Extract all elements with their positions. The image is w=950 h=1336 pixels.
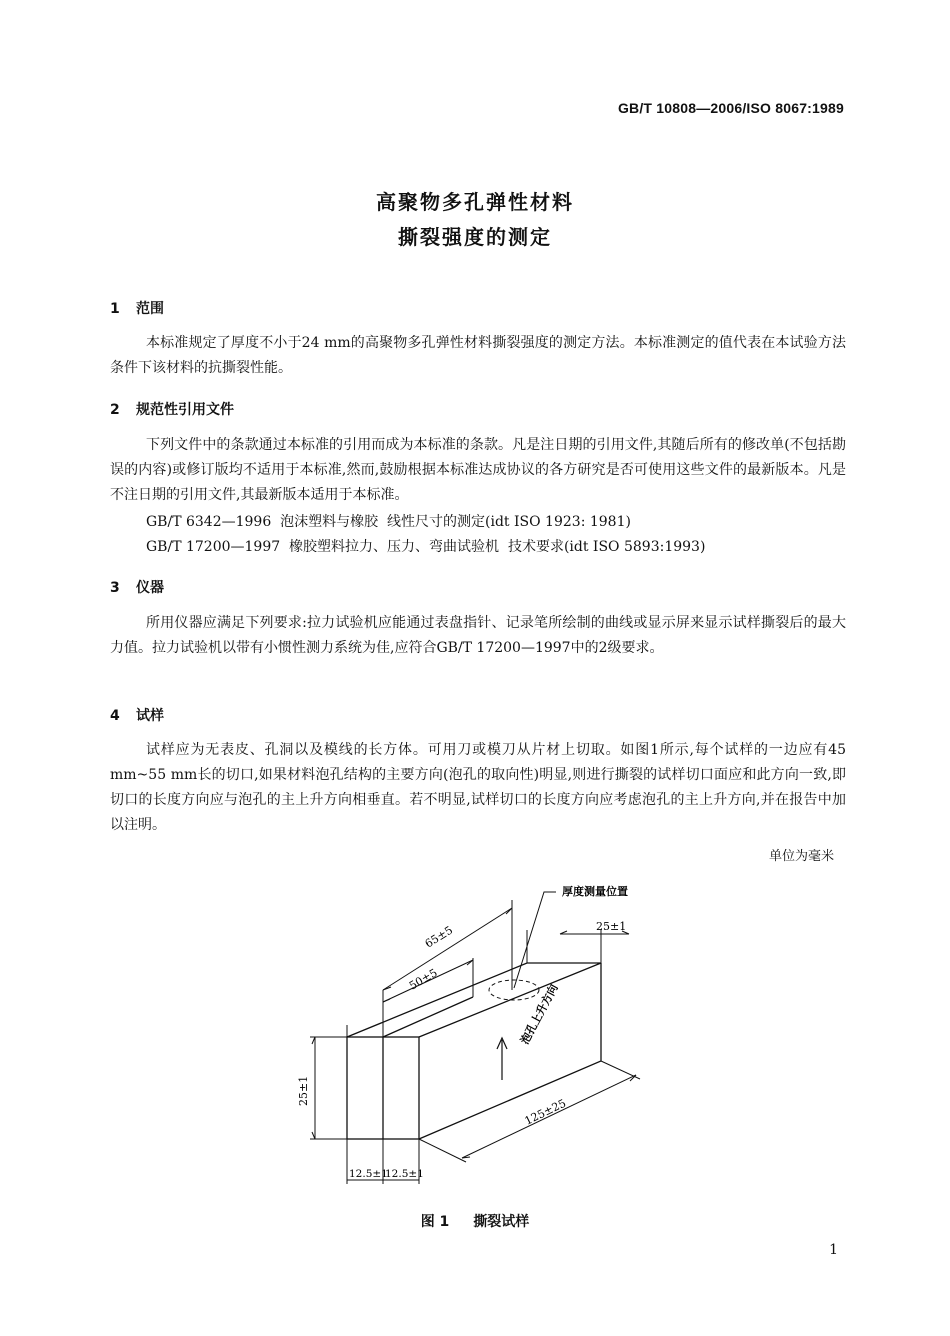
- label-half-width-left: 12.5±1: [349, 1168, 388, 1180]
- section-4-paragraph: 试样应为无表皮、孔洞以及模线的长方体。可用刀或模刀从片材上切取。如图1所示,每个试样的一边应有45 mm~55 mm长的切口,如果材料泡孔结构的主要方向(泡孔的取向性)明显,则进行撕裂的试样切口面应和此方向一致,即切口的长度方向应与泡孔的主上升方向相垂直。若不明显,试样切口的长度方向应考虑泡孔的主上升方向,并在报告中加以注明。: [110, 742, 846, 833]
- side-face: [419, 963, 601, 1139]
- label-dim-50: 50±5: [407, 966, 440, 993]
- section-number: 1: [110, 301, 120, 317]
- label-width-top: 25±1: [596, 920, 627, 933]
- section-title: 范围: [136, 301, 164, 317]
- section-title: 规范性引用文件: [136, 402, 234, 418]
- page-number: 1: [829, 1242, 838, 1258]
- dim-length: [419, 1061, 640, 1162]
- section-number: 3: [110, 580, 120, 596]
- top-face: [347, 963, 601, 1037]
- section-2-paragraph: 下列文件中的条款通过本标准的引用而成为本标准的条款。凡是注日期的引用文件,其随后所有的修改单(不包括勘误的内容)或修订版均不适用于本标准,然而,鼓励根据本标准达成协议的各方研究是否可使用这些文件的最新版本。凡是不注日期的引用文件,其最新版本适用于本标准。: [110, 437, 846, 503]
- title-line-1: 高聚物多孔弹性材料: [376, 190, 574, 214]
- label-thickness-position: 厚度测量位置: [562, 885, 628, 898]
- label-half-width-right: 12.5±1: [385, 1168, 424, 1180]
- figure-number: 图 1: [420, 1214, 450, 1230]
- leader-line: [514, 892, 556, 988]
- reference-item: GB/T 6342—1996 泡沫塑料与橡胶 线性尺寸的测定(idt ISO 1923: 1981): [146, 514, 631, 530]
- unit-note: 单位为毫米: [768, 849, 834, 864]
- rise-direction-arrow: [497, 1038, 507, 1080]
- label-rise-direction: 泡孔上升方向: [518, 982, 561, 1047]
- figure-caption: [0, 1211, 950, 1231]
- reference-item: GB/T 17200—1997 橡胶塑料拉力、压力、弯曲试验机 技术要求(idt ISO 5893:1993): [146, 539, 706, 555]
- label-height: 25±1: [297, 1075, 310, 1106]
- section-title: 试样: [136, 708, 164, 724]
- label-dim-65: 65±5: [422, 923, 456, 951]
- section-1-paragraph: 本标准规定了厚度不小于24 mm的高聚物多孔弹性材料撕裂强度的测定方法。本标准测定的值代表在本试验方法条件下该材料的抗撕裂性能。: [110, 335, 846, 376]
- figure-title: 撕裂试样: [473, 1214, 530, 1230]
- dim-width-top: [527, 930, 629, 963]
- standard-code: GB/T 10808—2006/ISO 8067:1989: [617, 100, 844, 116]
- section-3-paragraph: 所用仪器应满足下列要求:拉力试验机应能通过表盘指针、记录笔所绘制的曲线或显示屏来显示试样撕裂后的最大力值。拉力试验机以带有小惯性测力系统为佳,应符合GB/T 17200—1997中的2级要求。: [110, 615, 846, 656]
- thickness-position-ellipse: [489, 980, 539, 1000]
- section-number: 2: [110, 402, 120, 418]
- dim-height: [310, 1037, 347, 1139]
- label-length: 125±25: [522, 1096, 569, 1128]
- section-title: 仪器: [136, 580, 164, 596]
- title-line-2: 撕裂强度的测定: [398, 225, 552, 249]
- section-number: 4: [110, 708, 120, 724]
